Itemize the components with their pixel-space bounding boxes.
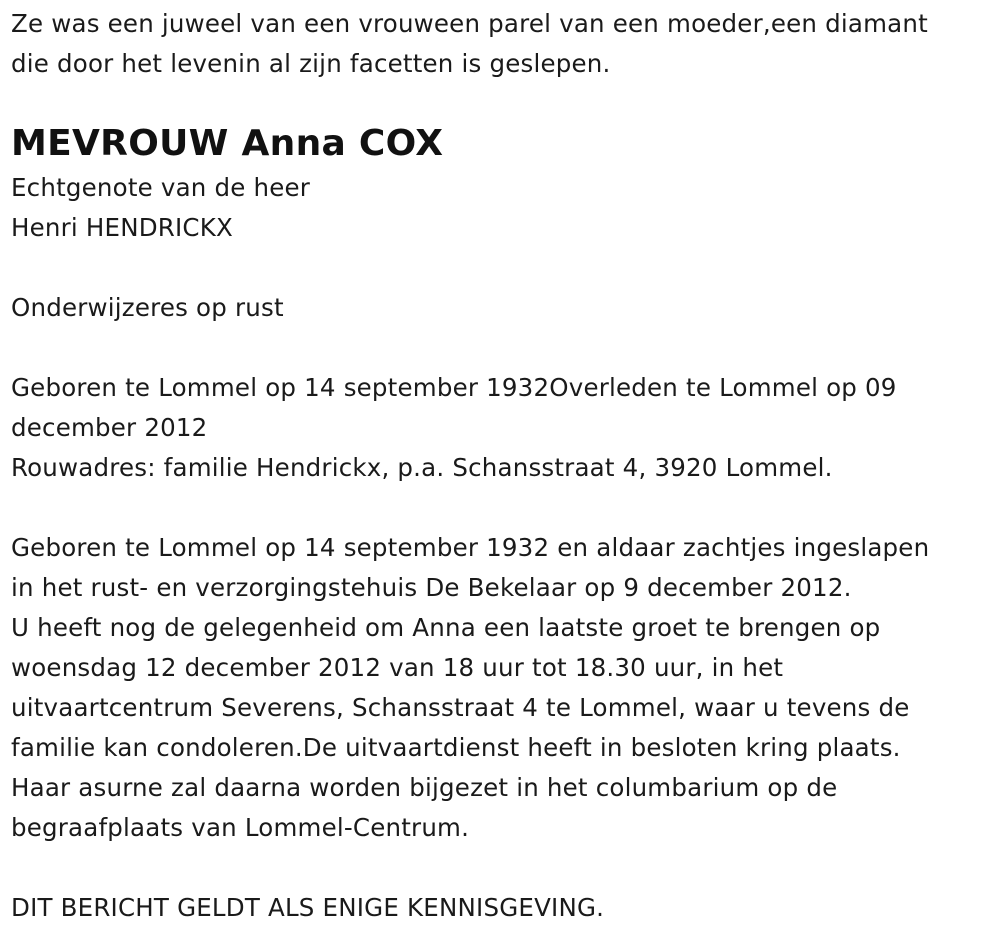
mourning-address: Rouwadres: familie Hendrickx, p.a. Schansstraat 4, 3920 Lommel.	[11, 453, 833, 482]
deceased-name: MEVROUW Anna COX	[11, 123, 444, 164]
spouse-line-1: Echtgenote van de heer	[11, 173, 311, 202]
birth-death-dates: Geboren te Lommel op 14 september 1932Overleden te Lommel op 09 december 2012	[11, 373, 897, 442]
spacer	[11, 488, 991, 528]
intro-quote: Ze was een juweel van een vrouween parel van een moeder,een diamant die door het levenin al zijn facetten is geslepen.	[11, 9, 928, 78]
closing-statement: DIT BERICHT GELDT ALS ENIGE KENNISGEVING.	[11, 893, 605, 922]
spacer	[11, 248, 991, 288]
spacer	[11, 328, 991, 368]
occupation: Onderwijzeres op rust	[11, 293, 284, 322]
spacer	[11, 848, 991, 888]
notice-body: Geboren te Lommel op 14 september 1932 en aldaar zachtjes ingeslapen in het rust- en verzorgingstehuis De Bekelaar op 9 december 2012. U heeft nog de gelegenheid om Anna een laatste groet te brengen op woensdag 12 december 2012 van 18 uur tot 18.30 uur, in het uitvaartcentrum Severens, Schansstraat 4 te Lommel, waar u tevens de familie kan condoleren.De uitvaartdienst heeft in besloten kring plaats. Haar asurne zal daarna worden bijgezet in het columbarium op de begraafplaats van Lommel-Centrum.	[11, 533, 930, 842]
spouse-line-2: Henri HENDRICKX	[11, 213, 233, 242]
death-notice	[11, 4, 991, 928]
